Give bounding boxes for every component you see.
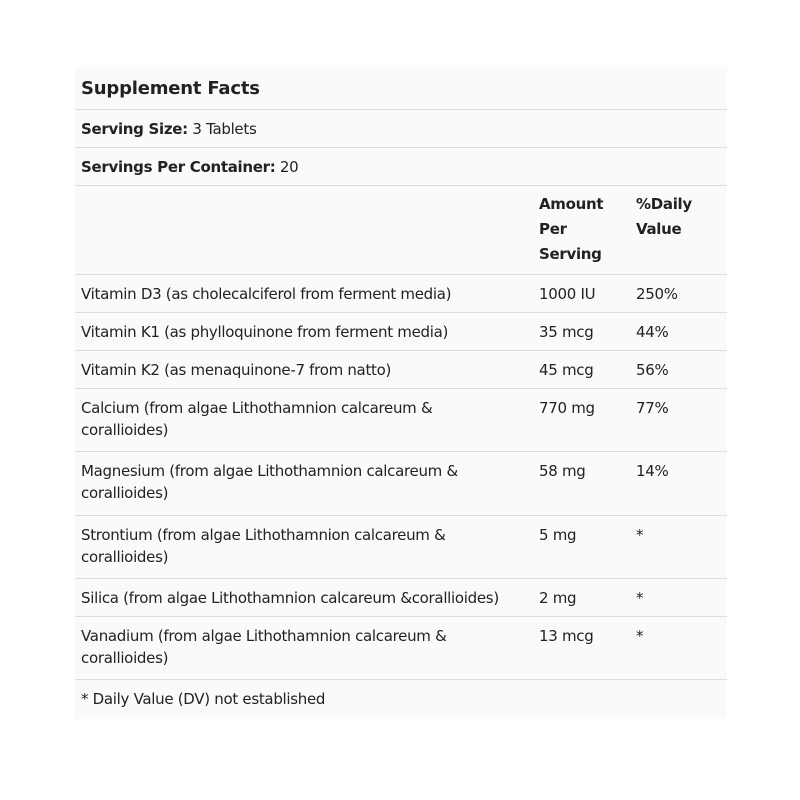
nutrient-name-line: Silica (from algae Lithothamnion calcareum &corallioides) — [81, 589, 499, 607]
nutrient-name-line: Vanadium (from algae Lithothamnion calcareum & — [81, 627, 447, 645]
nutrient-name-line: corallioides) — [81, 421, 169, 439]
nutrient-amount: 35 mcg — [539, 323, 594, 341]
table-row — [75, 389, 727, 452]
nutrient-name — [81, 321, 536, 343]
daily-value-header-line: Value — [636, 220, 682, 238]
nutrient-amount: 13 mcg — [539, 627, 594, 645]
nutrient-name-line: Calcium (from algae Lithothamnion calcareum & — [81, 399, 433, 417]
nutrient-daily-value: 14% — [636, 462, 669, 480]
nutrient-name — [81, 397, 536, 441]
table-row — [75, 275, 727, 313]
table-row — [75, 313, 727, 351]
column-header-row — [75, 186, 727, 275]
nutrient-daily-value: 77% — [636, 399, 669, 417]
nutrient-amount: 45 mcg — [539, 361, 594, 379]
serving-size-row — [75, 110, 727, 148]
nutrient-name-line: corallioides) — [81, 548, 169, 566]
nutrient-amount: 58 mg — [539, 462, 586, 480]
nutrient-name-line: corallioides) — [81, 649, 169, 667]
nutrient-amount: 5 mg — [539, 526, 577, 544]
nutrient-name — [81, 460, 536, 504]
footnote-text: * Daily Value (DV) not established — [81, 690, 326, 708]
nutrient-name-line: Vitamin K2 (as menaquinone-7 from natto) — [81, 361, 392, 379]
table-title: Supplement Facts — [81, 78, 260, 99]
servings-per-container-value: 20 — [279, 158, 299, 176]
nutrient-daily-value: 250% — [636, 285, 678, 303]
table-row — [75, 617, 727, 680]
daily-value-header-line: %Daily — [636, 195, 692, 213]
nutrient-name — [81, 587, 536, 609]
amount-per-serving-header — [539, 192, 627, 267]
daily-value-header — [636, 192, 724, 242]
table-row — [75, 516, 727, 579]
serving-size-value: 3 Tablets — [192, 120, 257, 138]
table-row — [75, 351, 727, 389]
nutrient-name-line: Magnesium (from algae Lithothamnion calcareum & — [81, 462, 458, 480]
nutrient-name-line: Vitamin K1 (as phylloquinone from ferment media) — [81, 323, 449, 341]
amount-header-line: Serving — [539, 245, 602, 263]
servings-per-container — [81, 156, 536, 178]
nutrient-daily-value: 44% — [636, 323, 669, 341]
nutrient-name-line: Vitamin D3 (as cholecalciferol from ferment media) — [81, 285, 452, 303]
nutrient-amount: 1000 IU — [539, 285, 596, 303]
nutrient-name — [81, 625, 536, 669]
nutrient-amount: 2 mg — [539, 589, 577, 607]
footnote-row — [75, 680, 727, 719]
nutrient-daily-value: * — [636, 627, 644, 645]
amount-header-line: Per — [539, 220, 567, 238]
nutrient-name — [81, 524, 536, 568]
table-row — [75, 452, 727, 516]
table-row — [75, 579, 727, 617]
nutrient-daily-value: * — [636, 589, 644, 607]
nutrient-daily-value: * — [636, 526, 644, 544]
servings-per-container-label: Servings Per Container: — [81, 158, 276, 176]
nutrient-amount: 770 mg — [539, 399, 595, 417]
supplement-facts-table — [75, 67, 727, 719]
servings-per-container-row — [75, 148, 727, 186]
nutrient-name-line: Strontium (from algae Lithothamnion calcareum & — [81, 526, 446, 544]
serving-size — [81, 118, 536, 140]
amount-header-line: Amount — [539, 195, 604, 213]
title-row — [75, 67, 727, 110]
nutrient-name-line: corallioides) — [81, 484, 169, 502]
nutrient-name — [81, 283, 536, 305]
serving-size-label: Serving Size: — [81, 120, 188, 138]
nutrient-daily-value: 56% — [636, 361, 669, 379]
nutrient-name — [81, 359, 536, 381]
